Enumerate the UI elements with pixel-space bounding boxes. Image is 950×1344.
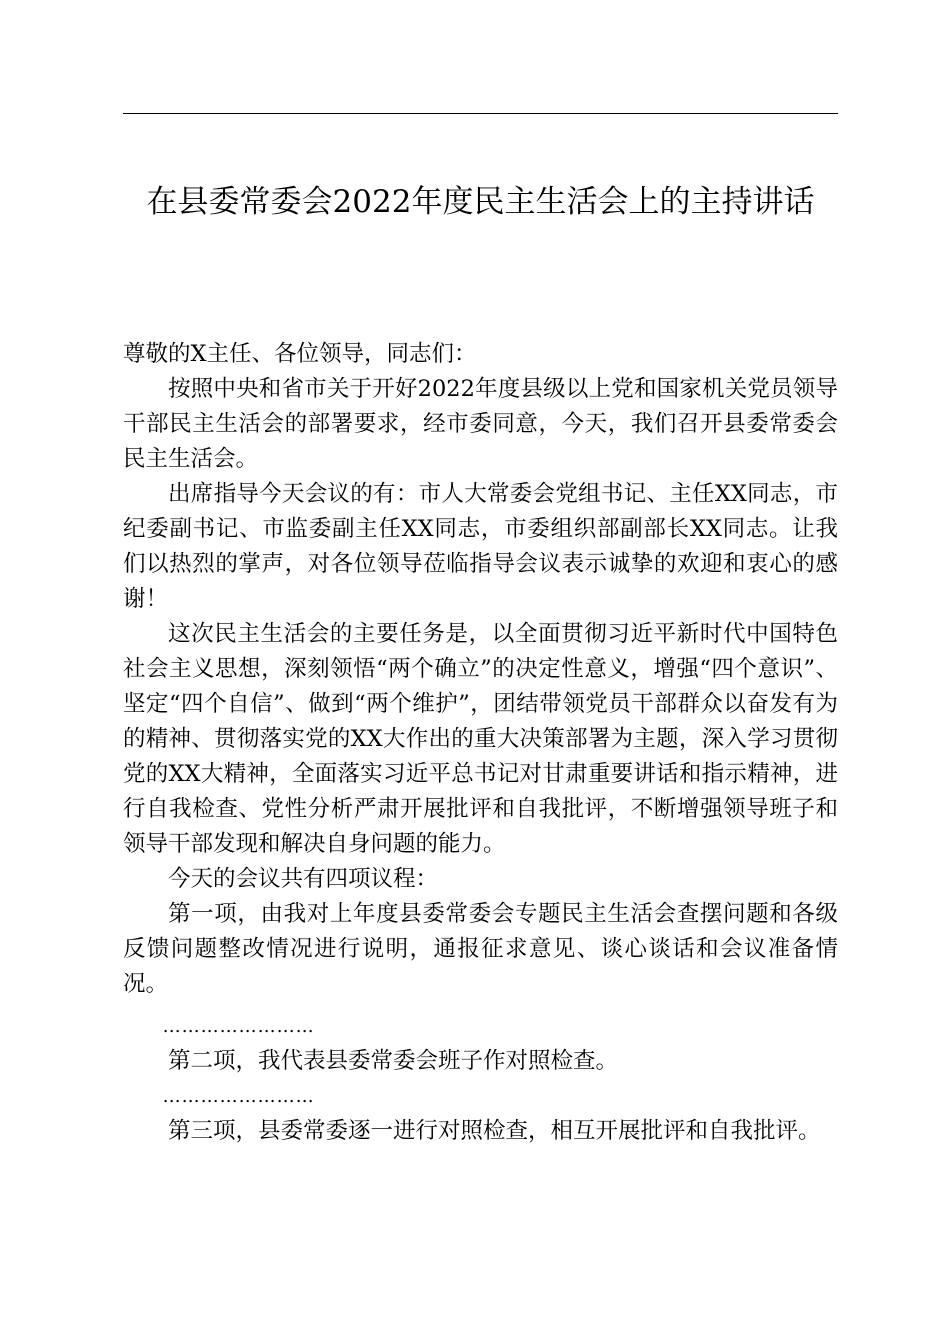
paragraph-agenda-intro: 今天的会议共有四项议程： bbox=[168, 866, 439, 892]
agenda-item-2: 第二项，我代表县委常委会班子作对照检查。 bbox=[168, 1048, 619, 1074]
agenda-item-3: 第三项，县委常委逐一进行对照检查，相互开展批评和自我批评。 bbox=[168, 1118, 821, 1144]
salutation: 尊敬的X主任、各位领导，同志们： bbox=[123, 341, 477, 367]
paragraph-attendees: 出席指导今天会议的有：市人大常委会党组书记、主任XX同志，市纪委副书记、市监委副主任XX同志，市委组织部副部长XX同志。让我们以热烈的掌声，对各位领导莅临指导会议表示诚挚的欢迎和衷心的感谢！ bbox=[123, 481, 838, 612]
ellipsis-separator: …………………… bbox=[162, 1016, 315, 1037]
document-title: 在县委常委会2022年度民主生活会上的主持讲话 bbox=[146, 184, 815, 220]
agenda-item-1: 第一项，由我对上年度县委常委会专题民主生活会查摆问题和各级反馈问题整改情况进行说明，通报征求意见、谈心谈话和会议准备情况。 bbox=[123, 901, 838, 997]
ellipsis-separator: …………………… bbox=[162, 1086, 315, 1107]
paragraph-main-task: 这次民主生活会的主要任务是，以全面贯彻习近平新时代中国特色社会主义思想，深刻领悟“两个确立”的决定性意义，增强“四个意识”、坚定“四个自信”、做到“两个维护”，团结带领党员干部群众以奋发有为的精神、贯彻落实党的XX大作出的重大决策部署为主题，深入学习贯彻党的XX大精神，全面落实习近平总书记对甘肃重要讲话和指示精神，进行自我检查、党性分析严肃开展批评和自我批评，不断增强领导班子和领导干部发现和解决自身问题的能力。 bbox=[123, 621, 838, 857]
paragraph-opening: 按照中央和省市关于开好2022年度县级以上党和国家机关党员领导干部民主生活会的部署要求，经市委同意，今天，我们召开县委常委会民主生活会。 bbox=[123, 376, 838, 472]
header-rule bbox=[123, 113, 838, 114]
document-body bbox=[123, 337, 838, 1149]
